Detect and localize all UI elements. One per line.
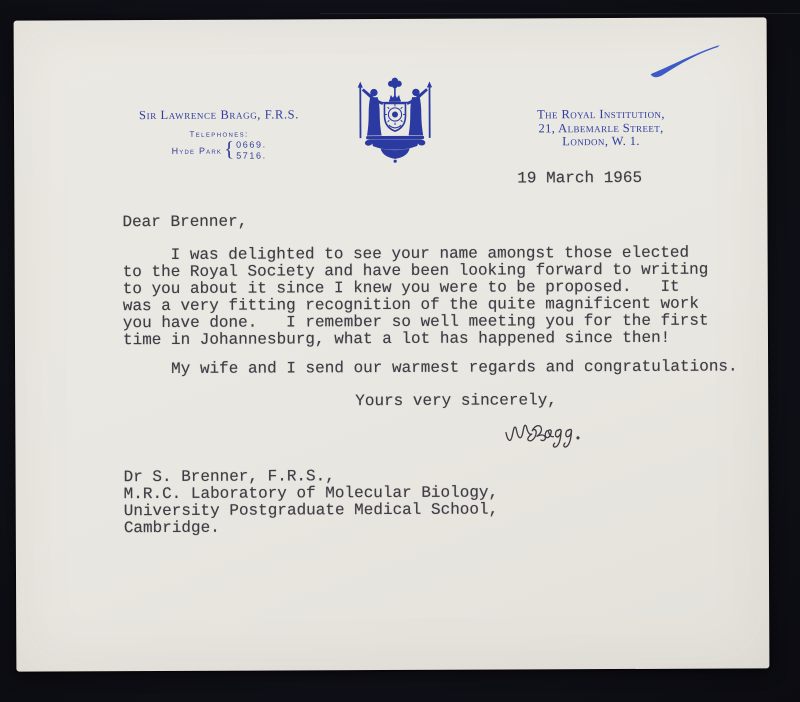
letter-page <box>14 17 770 671</box>
telephone-number-2: 5716. <box>236 150 267 161</box>
letter-date: 19 March 1965 <box>517 168 643 188</box>
telephone-exchange: Hyde Park <box>171 145 223 156</box>
sender-name: Sir Lawrence Bragg, F.R.S. <box>138 107 299 123</box>
pen-check-mark <box>648 44 730 82</box>
telephone-number-1: 0669. <box>236 139 267 150</box>
signature-wl-bragg <box>497 407 609 457</box>
closing-line: Yours very sincerely, <box>355 391 557 411</box>
telephones-label: Telephones: <box>189 129 249 139</box>
institution-street: 21, Albemarle Street, <box>538 120 664 135</box>
recipient-address: Dr S. Brenner, F.R.S., M.R.C. Laboratory of Molecular Biology, University Postgraduate Medical School, Cambridge. <box>123 467 499 538</box>
institution-city: London, W. 1. <box>562 133 640 149</box>
letterhead-institution-block <box>486 108 716 150</box>
brace-glyph: { <box>224 136 235 161</box>
institution-name: The Royal Institution, <box>537 106 665 122</box>
body-paragraph-2: My wife and I send our warmest regards and congratulations. <box>123 357 738 379</box>
body-paragraph-1: I was delighted to see your name amongst those elected to the Royal Society and have been looking forward to writing to you about it since I knew you were to be proposed. It was a very fitting recognition of the quite magnificent work you have done. I remember so well meeting you for the first time in Johannesburg, what a lot has happened since then! <box>122 243 709 350</box>
telephone-numbers <box>99 136 339 161</box>
royal-institution-crest-icon <box>347 76 443 168</box>
letterhead-sender-block <box>99 107 339 161</box>
salutation: Dear Brenner, <box>122 212 248 232</box>
scanner-artifact-line <box>320 13 800 14</box>
